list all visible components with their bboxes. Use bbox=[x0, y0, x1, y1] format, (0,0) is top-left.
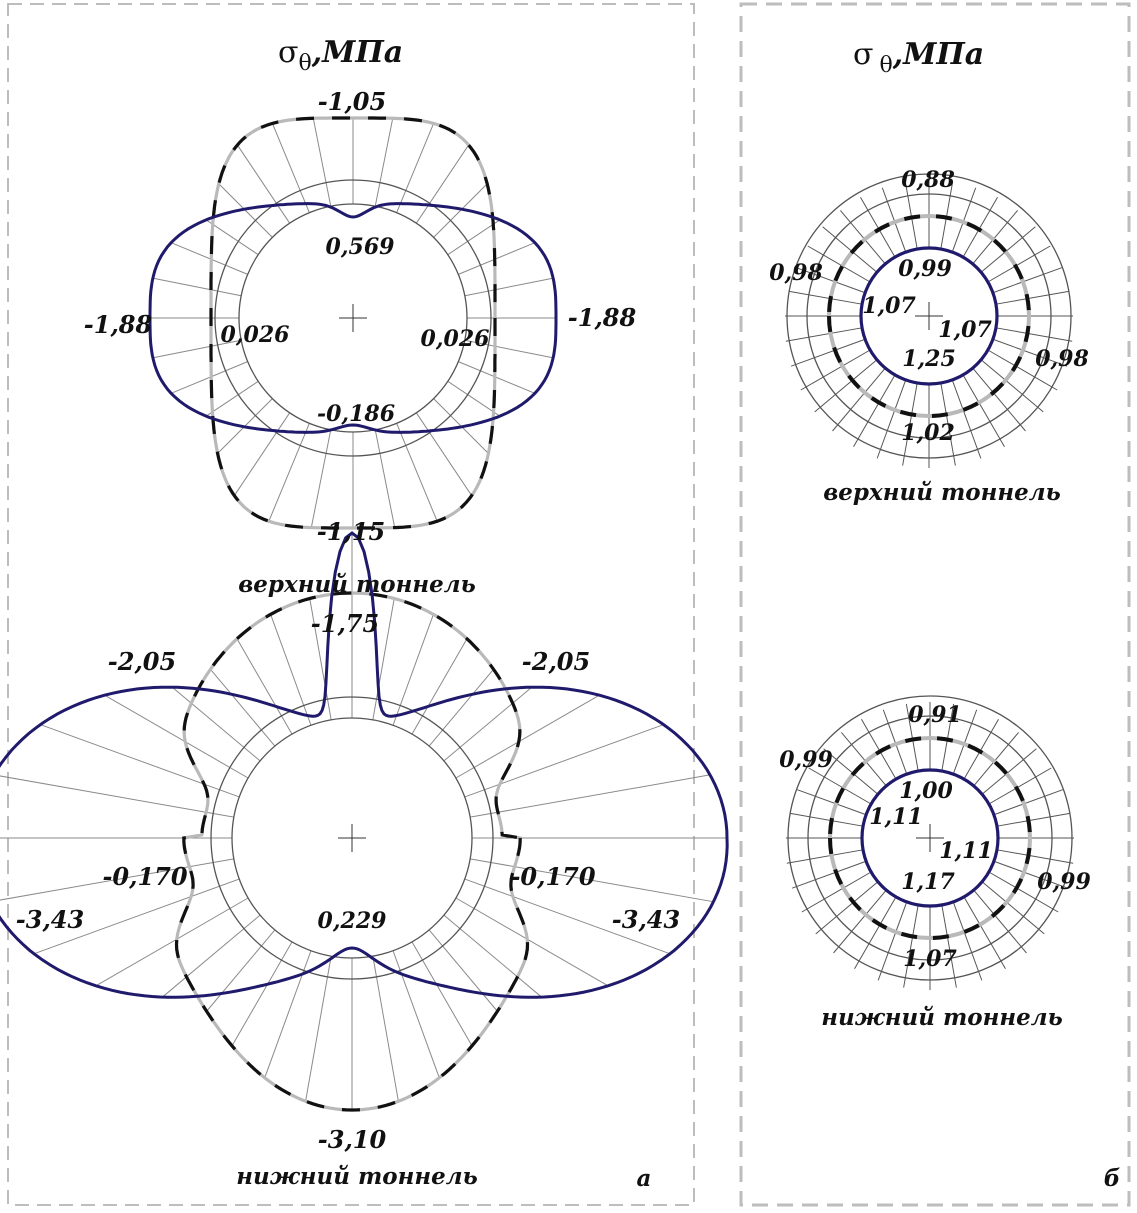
label-b-lower-top: 0,91 bbox=[908, 702, 962, 728]
lower-b-spoke-35 bbox=[997, 813, 1070, 826]
lower-a-spoke-33 bbox=[456, 696, 599, 778]
upper-a-spoke-28 bbox=[434, 185, 487, 238]
lower-b-spoke-4 bbox=[982, 882, 1044, 934]
panel-a-letter: а bbox=[636, 1165, 652, 1192]
label-upper-top-dash: -1,05 bbox=[317, 87, 387, 116]
upper-a-spoke-31 bbox=[465, 278, 552, 295]
lower-b-spoke-24 bbox=[861, 719, 896, 779]
lower-a-spoke-31 bbox=[429, 670, 493, 746]
upper-b-spoke-22 bbox=[823, 227, 877, 273]
lower-a-spoke-15 bbox=[97, 898, 248, 985]
lower-b-spoke-30 bbox=[964, 719, 999, 779]
label-upper-inner-left: 0,026 bbox=[220, 322, 290, 348]
lower-a-spoke-23 bbox=[211, 670, 275, 746]
label-b-lower-inner-bottom: 1,17 bbox=[901, 869, 955, 895]
lower-b-spoke-17 bbox=[787, 850, 863, 863]
lower-a-spoke-21 bbox=[106, 696, 249, 778]
caption-lower-tunnel-b: нижний тоннель bbox=[821, 1004, 1063, 1031]
panel-a-title: $\sigma_\theta,МПа$ bbox=[278, 35, 404, 76]
label-lower-right-inner: -0,170 bbox=[510, 862, 596, 891]
lower-b-spoke-16 bbox=[792, 861, 866, 888]
lower-b-spoke-1 bbox=[997, 850, 1073, 863]
label-b-lower-inner-right: 1,11 bbox=[939, 838, 993, 864]
lower-a-spoke-13 bbox=[207, 930, 275, 1011]
label-upper-inner-right: 0,026 bbox=[420, 326, 490, 352]
label-lower-right-outer: -3,43 bbox=[611, 905, 681, 934]
upper-a-spoke-26 bbox=[397, 124, 434, 212]
label-upper-inner-bottom: -0,186 bbox=[316, 401, 396, 427]
upper-a-spoke-21 bbox=[238, 146, 290, 223]
label-b-lower-left: 0,99 bbox=[779, 747, 833, 773]
upper-b-spoke-17 bbox=[786, 328, 862, 341]
upper-b-spoke-35 bbox=[996, 291, 1069, 304]
upper-b-spoke-1 bbox=[996, 328, 1072, 341]
label-upper-bottom-dash: -1,15 bbox=[316, 517, 386, 546]
lower-a-spoke-20 bbox=[41, 725, 239, 797]
lower-a-spoke-35 bbox=[470, 775, 709, 817]
upper-a-spoke-22 bbox=[273, 124, 310, 212]
lower-a-spoke-6 bbox=[412, 942, 471, 1045]
upper-a-spoke-27 bbox=[416, 146, 468, 223]
label-b-upper-bottom: 1,02 bbox=[901, 420, 955, 446]
lower-a-spoke-10 bbox=[306, 956, 331, 1100]
lower-b-spoke-7 bbox=[953, 902, 982, 980]
label-b-upper-top: 0,88 bbox=[901, 167, 955, 193]
lower-a-spoke-7 bbox=[393, 951, 439, 1077]
label-lower-left-inner: -0,170 bbox=[102, 862, 188, 891]
upper-a-spoke-6 bbox=[397, 423, 437, 520]
lower-a-spoke-30 bbox=[412, 640, 467, 734]
lower-a-spoke-34 bbox=[465, 725, 663, 797]
caption-lower-tunnel-a: нижний тоннель bbox=[236, 1163, 478, 1190]
lower-a-spoke-8 bbox=[373, 956, 398, 1100]
upper-a-spoke-20 bbox=[220, 185, 273, 238]
caption-upper-tunnel-b: верхний тоннель bbox=[823, 479, 1061, 506]
lower-a-spoke-19 bbox=[0, 775, 234, 817]
upper-b-spoke-7 bbox=[952, 380, 981, 458]
label-lower-top: -1,75 bbox=[310, 609, 380, 638]
label-b-upper-inner-left: 1,07 bbox=[862, 293, 916, 319]
label-b-upper-inner-top: 0,99 bbox=[898, 256, 952, 282]
lower-a-spoke-5 bbox=[429, 930, 497, 1011]
upper-a-spoke-10 bbox=[269, 423, 309, 520]
label-b-upper-inner-right: 1,07 bbox=[938, 317, 992, 343]
label-lower-left-outer: -3,43 bbox=[15, 905, 85, 934]
label-lower-top-left: -2,05 bbox=[107, 647, 177, 676]
label-lower-top-right: -2,05 bbox=[521, 647, 591, 676]
lower-a-spoke-11 bbox=[265, 951, 311, 1077]
panel-b-title: σ $_\theta$,МПа bbox=[853, 37, 985, 78]
lower-b-spoke-14 bbox=[816, 882, 878, 934]
upper-b-spoke-30 bbox=[963, 197, 998, 257]
upper-b-spoke-19 bbox=[789, 291, 862, 304]
label-b-upper-left: 0,98 bbox=[769, 260, 823, 286]
label-b-lower-inner-top: 1,00 bbox=[899, 778, 953, 804]
label-lower-bottom: -3,10 bbox=[317, 1125, 387, 1154]
caption-upper-tunnel-a: верхний тоннель bbox=[238, 571, 476, 598]
lower-a-spoke-3 bbox=[456, 898, 607, 985]
panel-b-letter: б bbox=[1103, 1165, 1121, 1192]
lower-b-spoke-19 bbox=[790, 813, 863, 826]
upper-a-spoke-9 bbox=[312, 430, 331, 527]
upper-b-spoke-4 bbox=[981, 360, 1043, 412]
upper-a-spoke-7 bbox=[375, 430, 394, 527]
upper-b-spoke-16 bbox=[791, 339, 865, 366]
lower-b-spoke-32 bbox=[982, 749, 1036, 795]
upper-a-spoke-25 bbox=[375, 119, 392, 206]
label-upper-left-blue: -1,88 bbox=[83, 310, 153, 339]
upper-a-spoke-23 bbox=[313, 119, 330, 206]
label-upper-inner-top: 0,569 bbox=[325, 234, 395, 260]
label-b-upper-right: 0,98 bbox=[1035, 346, 1089, 372]
upper-b-spoke-32 bbox=[981, 227, 1035, 273]
label-b-lower-inner-left: 1,11 bbox=[869, 804, 923, 830]
label-b-lower-right: 0,99 bbox=[1037, 869, 1091, 895]
label-upper-right-blue: -1,88 bbox=[567, 303, 637, 332]
upper-a-spoke-17 bbox=[154, 278, 241, 295]
lower-a-spoke-24 bbox=[238, 640, 293, 734]
label-b-lower-bottom: 1,07 bbox=[903, 946, 957, 972]
lower-a-spoke-12 bbox=[233, 942, 292, 1045]
label-b-upper-inner-bottom: 1,25 bbox=[902, 346, 956, 372]
label-lower-inner-bottom: 0,229 bbox=[317, 908, 387, 934]
panel-a-frame bbox=[8, 4, 694, 1205]
upper-b-spoke-14 bbox=[815, 360, 877, 412]
upper-b-spoke-24 bbox=[860, 197, 895, 257]
